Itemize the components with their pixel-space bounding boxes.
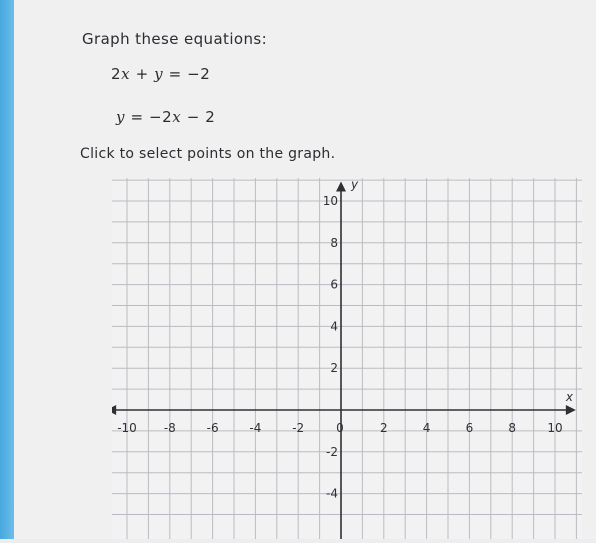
equation-1: 2x + y = −2 — [111, 65, 211, 83]
x-tick-label: -6 — [206, 421, 219, 435]
y-axis-label: y — [351, 178, 359, 192]
y-tick-label: 4 — [330, 319, 338, 334]
browser-side-strip — [0, 0, 14, 539]
equation-2: y = −2x − 2 — [116, 108, 216, 126]
y-tick-label: -4 — [326, 486, 338, 501]
y-tick-label: 6 — [330, 277, 338, 292]
x-tick-label: 6 — [465, 421, 474, 435]
coordinate-graph[interactable] — [112, 178, 582, 543]
x-tick-label: 4 — [422, 421, 431, 435]
graph-plot-area[interactable] — [112, 178, 582, 539]
y-tick-label: -2 — [326, 444, 338, 459]
y-tick-label: 8 — [330, 235, 338, 250]
x-tick-label: 0 — [336, 421, 344, 435]
x-axis-label: x — [565, 390, 573, 404]
x-tick-label: 2 — [379, 421, 388, 435]
graph-canvas[interactable] — [112, 178, 582, 539]
x-tick-label: -10 — [117, 421, 137, 435]
x-tick-label: -2 — [292, 421, 305, 435]
y-tick-label: 2 — [330, 361, 338, 376]
instruction-text: Click to select points on the graph. — [80, 146, 336, 162]
y-tick-label: 10 — [322, 194, 338, 208]
question-prompt: Graph these equations: — [82, 30, 268, 48]
x-tick-label: -4 — [249, 421, 262, 435]
x-tick-label: 8 — [508, 421, 517, 435]
x-tick-label: 10 — [547, 421, 563, 435]
x-tick-label: -8 — [163, 421, 176, 435]
